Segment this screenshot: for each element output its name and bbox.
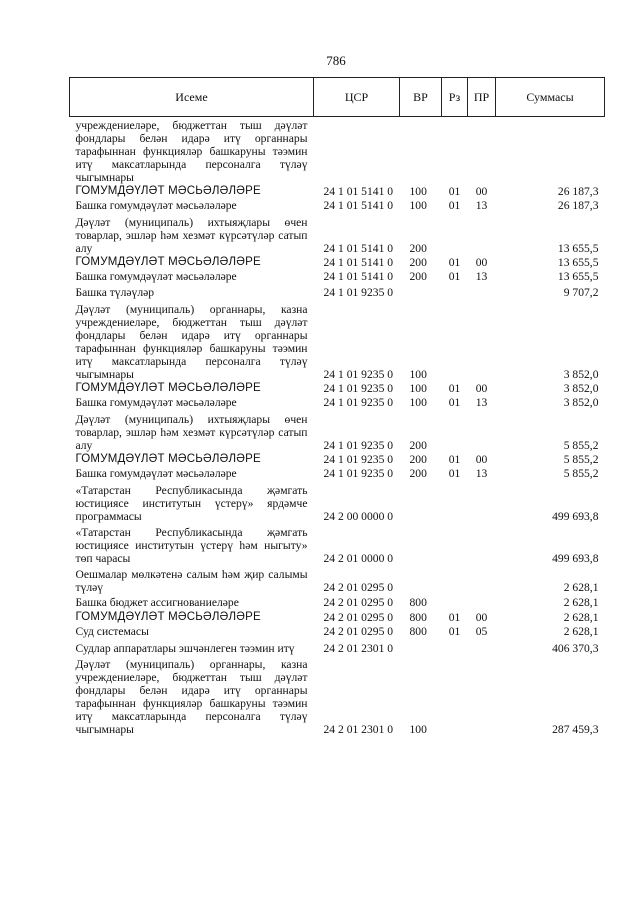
table-row: [70, 466, 605, 482]
cell-name: ГОМУМДӘҮЛӘТ МӘСЬӘЛӘЛӘРЕ: [75, 185, 261, 197]
cell-sum: 3 852,0: [563, 382, 599, 395]
cell-sum: 3 852,0: [563, 396, 599, 409]
cell-pr: 13: [475, 199, 488, 212]
cell-sum: 13 655,5: [557, 256, 599, 269]
cell-pr: 05: [475, 625, 488, 638]
table-row: [70, 214, 605, 256]
table-row: [70, 395, 605, 411]
table-row: [70, 595, 605, 611]
cell-name: ГОМУМДӘҮЛӘТ МӘСЬӘЛӘЛӘРЕ: [75, 256, 261, 268]
cell-vr: [400, 566, 442, 595]
cell-rz: 01: [448, 625, 461, 638]
cell-sum: 499 693,8: [552, 552, 599, 565]
table-row: [70, 482, 605, 524]
cell-pr: [468, 595, 496, 611]
cell-name: «Татарстан Республикасында җәмгать юстициясе институтын үстерү һәм ныгыту» төп чарасы: [75, 526, 308, 565]
cell-vr: [400, 640, 442, 656]
cell-rz: [442, 482, 468, 524]
cell-rz: [442, 285, 468, 301]
cell-rz: [442, 524, 468, 566]
cell-name: Башка түләүләр: [75, 286, 155, 299]
cell-csr: 24 1 01 5141 0: [323, 199, 394, 212]
cell-pr: [468, 566, 496, 595]
cell-rz: [442, 117, 468, 186]
cell-rz: [442, 301, 468, 382]
cell-rz: [442, 566, 468, 595]
cell-csr: [314, 117, 400, 186]
table-row: [70, 382, 605, 395]
cell-vr: 200: [409, 242, 427, 255]
cell-vr: 100: [409, 199, 427, 212]
cell-rz: 01: [448, 270, 461, 283]
cell-rz: 01: [448, 199, 461, 212]
cell-pr: [468, 411, 496, 453]
cell-vr: 100: [409, 185, 427, 198]
cell-csr: 24 2 00 0000 0: [323, 510, 394, 523]
cell-sum: 13 655,5: [557, 270, 599, 283]
table-row: [70, 301, 605, 382]
cell-csr: 24 2 01 2301 0: [323, 642, 394, 655]
cell-name: Башка гомумдәүләт мәсьәләләре: [75, 467, 237, 480]
table-row: [70, 269, 605, 285]
cell-pr: 13: [475, 467, 488, 480]
cell-name: Башка бюджет ассигнованиеләре: [75, 596, 239, 609]
header-rz: Рз: [442, 78, 468, 117]
cell-sum: 3 852,0: [563, 368, 599, 381]
cell-vr: [400, 285, 442, 301]
cell-vr: 200: [409, 467, 427, 480]
cell-csr: 24 1 01 9235 0: [323, 368, 394, 381]
table-row: [70, 256, 605, 269]
cell-vr: 100: [409, 368, 427, 381]
cell-sum: 2 628,1: [563, 581, 599, 594]
cell-sum: 9 707,2: [563, 286, 599, 299]
table-row: [70, 285, 605, 301]
header-csr: ЦСР: [314, 78, 400, 117]
table-row: [70, 411, 605, 453]
table-row: [70, 624, 605, 640]
cell-rz: 01: [448, 185, 461, 198]
cell-name: «Татарстан Республикасында җәмгать юстициясе институтын үстерү» ярдәмче программасы: [75, 484, 308, 523]
cell-csr: 24 2 01 0000 0: [323, 552, 394, 565]
cell-name: ГОМУМДӘҮЛӘТ МӘСЬӘЛӘЛӘРЕ: [75, 382, 261, 394]
cell-pr: [468, 285, 496, 301]
cell-name: Башка гомумдәүләт мәсьәләләре: [75, 396, 237, 409]
cell-csr: 24 1 01 9235 0: [323, 286, 394, 299]
table-row: [70, 656, 605, 737]
cell-pr: 00: [475, 185, 488, 198]
cell-name: Дәүләт (муниципаль) ихтыяҗлары өчен товарлар, эшләр һәм хезмәт күрсәтүләр сатып алу: [75, 413, 308, 452]
cell-name: учреждениеләре, бюджеттан тыш дәүләт фондлары белән идарә итү органнары тарафыннан функцияләр башкаруны тәэмин итү максатларында персоналга түләү чыгымнары: [75, 119, 308, 184]
cell-vr: 200: [409, 256, 427, 269]
table-body: [70, 117, 605, 738]
cell-sum: 13 655,5: [557, 242, 599, 255]
cell-rz: [442, 411, 468, 453]
table-row: [70, 185, 605, 198]
cell-name: Оешмалар мөлкәтенә салым һәм җир салымы түләү: [75, 568, 308, 594]
cell-pr: 00: [475, 256, 488, 269]
cell-pr: [468, 640, 496, 656]
cell-name: ГОМУМДӘҮЛӘТ МӘСЬӘЛӘЛӘРЕ: [75, 453, 261, 465]
cell-rz: 01: [448, 382, 461, 395]
table-row: [70, 611, 605, 624]
cell-sum: 2 628,1: [563, 596, 599, 609]
cell-vr: 800: [409, 625, 427, 638]
cell-vr: 100: [409, 396, 427, 409]
budget-table: [69, 77, 605, 737]
cell-csr: 24 1 01 9235 0: [323, 396, 394, 409]
cell-vr: 800: [409, 596, 427, 609]
cell-csr: 24 1 01 5141 0: [323, 270, 394, 283]
table-row: [70, 198, 605, 214]
cell-name: Башка гомумдәүләт мәсьәләләре: [75, 270, 237, 283]
cell-rz: 01: [448, 611, 461, 624]
cell-vr: 200: [409, 439, 427, 452]
table-row: [70, 453, 605, 466]
cell-vr: [400, 524, 442, 566]
cell-csr: 24 1 01 5141 0: [323, 242, 394, 255]
cell-sum: 287 459,3: [552, 723, 599, 736]
cell-pr: 00: [475, 453, 488, 466]
cell-csr: 24 1 01 9235 0: [323, 439, 394, 452]
cell-vr: [400, 482, 442, 524]
table-header: [70, 78, 605, 117]
cell-csr: 24 1 01 9235 0: [323, 453, 394, 466]
cell-name: Дәүләт (муниципаль) органнары, казна учреждениеләре, бюджеттан тыш дәүләт фондлары белән идарә итү органнары тарафыннан функцияләр башкаруны тәэмин итү максатларында персоналга түләү чыгымнары: [75, 658, 308, 736]
table-row: [70, 524, 605, 566]
header-vr: ВР: [400, 78, 442, 117]
cell-sum: [496, 117, 605, 186]
cell-rz: [442, 595, 468, 611]
header-pr: ПР: [468, 78, 496, 117]
cell-vr: [400, 117, 442, 186]
cell-pr: [468, 214, 496, 256]
page-number: 786: [326, 53, 346, 68]
cell-name: Дәүләт (муниципаль) органнары, казна учреждениеләре, бюджеттан тыш дәүләт фондлары белән идарә итү органнары тарафыннан функцияләр башкаруны тәэмин итү максатларында персоналга түләү чыгымнары: [75, 303, 308, 381]
cell-csr: 24 2 01 0295 0: [323, 611, 394, 624]
cell-pr: 13: [475, 396, 488, 409]
cell-sum: 2 628,1: [563, 611, 599, 624]
cell-pr: 13: [475, 270, 488, 283]
cell-vr: 200: [409, 453, 427, 466]
cell-csr: 24 1 01 5141 0: [323, 185, 394, 198]
cell-sum: 5 855,2: [563, 453, 599, 466]
cell-csr: 24 1 01 5141 0: [323, 256, 394, 269]
table-row: [70, 117, 605, 186]
cell-csr: 24 2 01 0295 0: [323, 625, 394, 638]
cell-csr: 24 2 01 0295 0: [323, 581, 394, 594]
cell-name: Башка гомумдәүләт мәсьәләләре: [75, 199, 237, 212]
cell-vr: 100: [409, 723, 427, 736]
cell-csr: 24 1 01 9235 0: [323, 467, 394, 480]
header-sum: Суммасы: [496, 78, 605, 117]
header-name: Исеме: [70, 78, 314, 117]
cell-name: Судлар аппаратлары эшчәнлеген тәэмин итү: [75, 642, 295, 655]
cell-pr: [468, 117, 496, 186]
cell-csr: 24 2 01 2301 0: [323, 723, 394, 736]
cell-rz: 01: [448, 396, 461, 409]
cell-rz: [442, 656, 468, 737]
cell-pr: 00: [475, 382, 488, 395]
cell-rz: [442, 640, 468, 656]
cell-sum: 5 855,2: [563, 467, 599, 480]
cell-sum: 26 187,3: [557, 199, 599, 212]
cell-sum: 499 693,8: [552, 510, 599, 523]
table-row: [70, 566, 605, 595]
cell-name: ГОМУМДӘҮЛӘТ МӘСЬӘЛӘЛӘРЕ: [75, 611, 261, 623]
cell-rz: 01: [448, 467, 461, 480]
cell-pr: [468, 524, 496, 566]
cell-rz: [442, 214, 468, 256]
cell-vr: 200: [409, 270, 427, 283]
cell-vr: 100: [409, 382, 427, 395]
cell-sum: 406 370,3: [552, 642, 599, 655]
cell-csr: 24 1 01 9235 0: [323, 382, 394, 395]
cell-pr: [468, 656, 496, 737]
cell-rz: 01: [448, 256, 461, 269]
cell-pr: [468, 482, 496, 524]
cell-pr: 00: [475, 611, 488, 624]
cell-sum: 2 628,1: [563, 625, 599, 638]
cell-sum: 26 187,3: [557, 185, 599, 198]
cell-csr: 24 2 01 0295 0: [323, 596, 394, 609]
cell-vr: 800: [409, 611, 427, 624]
cell-rz: 01: [448, 453, 461, 466]
cell-sum: 5 855,2: [563, 439, 599, 452]
cell-pr: [468, 301, 496, 382]
table-row: [70, 640, 605, 656]
cell-name: Дәүләт (муниципаль) ихтыяҗлары өчен товарлар, эшләр һәм хезмәт күрсәтүләр сатып алу: [75, 216, 308, 255]
cell-name: Суд системасы: [75, 625, 149, 638]
